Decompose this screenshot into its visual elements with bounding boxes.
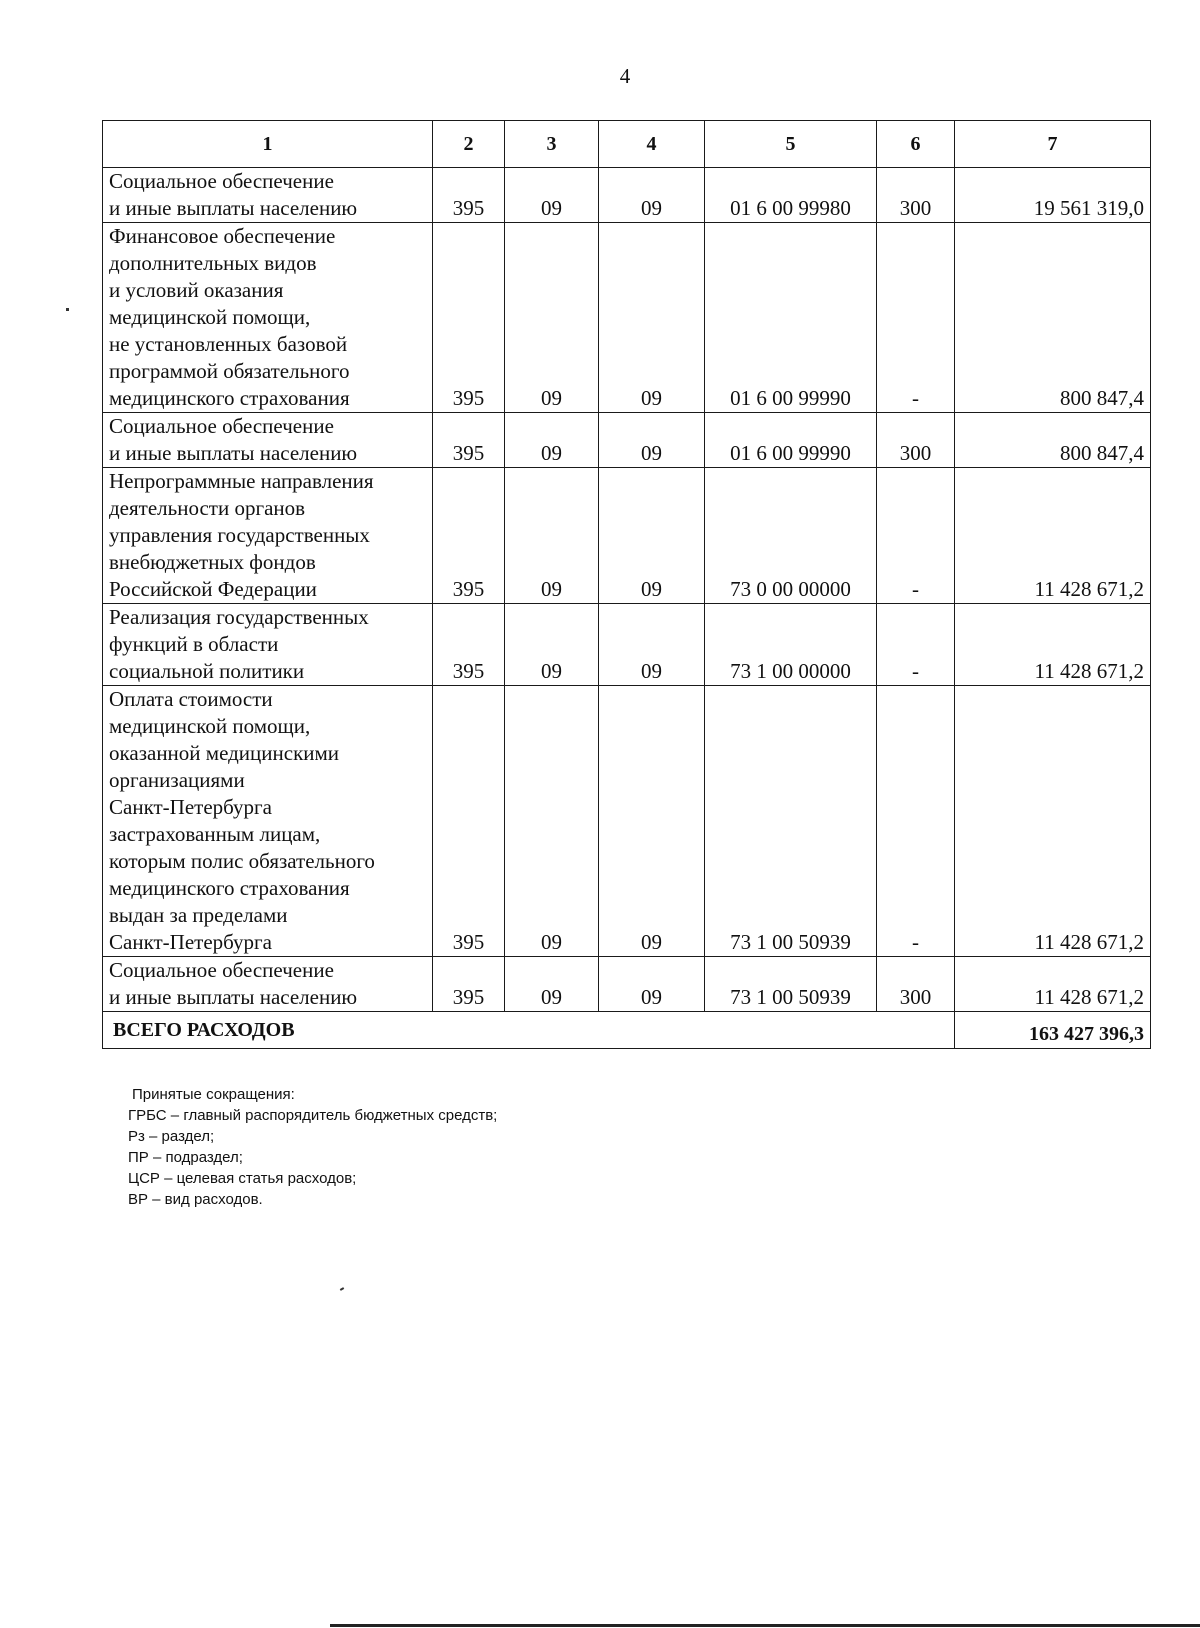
row-name-cell <box>103 413 433 468</box>
rz-cell: 09 <box>505 223 599 413</box>
table-row <box>103 468 1151 604</box>
table-row <box>103 168 1151 223</box>
vr-cell: 300 <box>877 957 955 1012</box>
total-sum: 163 427 396,3 <box>955 1012 1151 1049</box>
abbreviations-list <box>130 1084 497 1210</box>
abbreviations-title: Принятые сокращения: <box>132 1086 295 1103</box>
pr-cell: 09 <box>599 604 705 686</box>
rz-cell: 09 <box>505 957 599 1012</box>
csr-cell: 73 1 00 50939 <box>705 686 877 957</box>
total-row <box>103 1012 1151 1049</box>
vr-cell: 300 <box>877 168 955 223</box>
table-row <box>103 223 1151 413</box>
pr-cell: 09 <box>599 168 705 223</box>
row-name: Социальное обеспечение и иные выплаты населению <box>109 958 358 1009</box>
row-name: Оплата стоимости медицинской помощи, оказанной медицинскими организациями Санкт-Петербурга застрахованным лицам, которым полис обязательного медицинского страхования выдан за пределами Санкт-Петербурга <box>109 687 375 954</box>
abbreviation-item: Рз – раздел; <box>128 1128 215 1145</box>
column-header-1: 1 <box>103 121 433 168</box>
table-row <box>103 604 1151 686</box>
sum-cell: 800 847,4 <box>955 413 1151 468</box>
row-name-cell <box>103 468 433 604</box>
table-row <box>103 413 1151 468</box>
row-name-cell <box>103 223 433 413</box>
sum-cell: 11 428 671,2 <box>955 604 1151 686</box>
pr-cell: 09 <box>599 957 705 1012</box>
column-header-5: 5 <box>705 121 877 168</box>
pr-cell: 09 <box>599 686 705 957</box>
column-header-4: 4 <box>599 121 705 168</box>
pr-cell: 09 <box>599 413 705 468</box>
grbs-cell: 395 <box>433 957 505 1012</box>
vr-cell: - <box>877 468 955 604</box>
rz-cell: 09 <box>505 468 599 604</box>
row-name-cell <box>103 957 433 1012</box>
scan-edge-line <box>330 1624 1200 1627</box>
sum-cell: 11 428 671,2 <box>955 686 1151 957</box>
rz-cell: 09 <box>505 604 599 686</box>
row-name: Социальное обеспечение и иные выплаты населению <box>109 414 358 465</box>
abbreviation-item: ЦСР – целевая статья расходов; <box>128 1170 357 1187</box>
sum-cell: 800 847,4 <box>955 223 1151 413</box>
grbs-cell: 395 <box>433 223 505 413</box>
row-name: Финансовое обеспечение дополнительных видов и условий оказания медицинской помощи, не установленных базовой программой обязательного медицинского страхования <box>109 224 350 410</box>
grbs-cell: 395 <box>433 604 505 686</box>
column-header-2: 2 <box>433 121 505 168</box>
scan-speck <box>66 308 69 311</box>
total-label: ВСЕГО РАСХОДОВ <box>103 1012 955 1049</box>
row-name-cell <box>103 168 433 223</box>
row-name-cell <box>103 686 433 957</box>
row-name-cell <box>103 604 433 686</box>
abbreviation-item: ПР – подраздел; <box>128 1149 243 1166</box>
table-row <box>103 957 1151 1012</box>
csr-cell: 73 1 00 50939 <box>705 957 877 1012</box>
table-row <box>103 686 1151 957</box>
abbreviation-item: ГРБС – главный распорядитель бюджетных средств; <box>128 1107 498 1124</box>
pr-cell: 09 <box>599 468 705 604</box>
row-name: Реализация государственных функций в области социальной политики <box>109 605 369 683</box>
column-header-6: 6 <box>877 121 955 168</box>
column-header-7: 7 <box>955 121 1151 168</box>
sum-cell: 19 561 319,0 <box>955 168 1151 223</box>
scan-speck <box>340 1287 344 1291</box>
expenditure-table <box>102 120 1151 1049</box>
grbs-cell: 395 <box>433 168 505 223</box>
row-name: Социальное обеспечение и иные выплаты населению <box>109 169 358 220</box>
csr-cell: 73 1 00 00000 <box>705 604 877 686</box>
vr-cell: 300 <box>877 413 955 468</box>
csr-cell: 01 6 00 99990 <box>705 223 877 413</box>
rz-cell: 09 <box>505 168 599 223</box>
csr-cell: 01 6 00 99980 <box>705 168 877 223</box>
sum-cell: 11 428 671,2 <box>955 468 1151 604</box>
column-header-3: 3 <box>505 121 599 168</box>
grbs-cell: 395 <box>433 686 505 957</box>
vr-cell: - <box>877 686 955 957</box>
page-number: 4 <box>619 64 631 88</box>
pr-cell: 09 <box>599 223 705 413</box>
rz-cell: 09 <box>505 413 599 468</box>
abbreviation-item: ВР – вид расходов. <box>128 1191 263 1208</box>
vr-cell: - <box>877 604 955 686</box>
row-name: Непрограммные направления деятельности органов управления государственных внебюджетных фондов Российской Федерации <box>109 469 374 601</box>
csr-cell: 73 0 00 00000 <box>705 468 877 604</box>
table-header-row <box>103 121 1151 168</box>
grbs-cell: 395 <box>433 413 505 468</box>
grbs-cell: 395 <box>433 468 505 604</box>
sum-cell: 11 428 671,2 <box>955 957 1151 1012</box>
rz-cell: 09 <box>505 686 599 957</box>
csr-cell: 01 6 00 99990 <box>705 413 877 468</box>
vr-cell: - <box>877 223 955 413</box>
